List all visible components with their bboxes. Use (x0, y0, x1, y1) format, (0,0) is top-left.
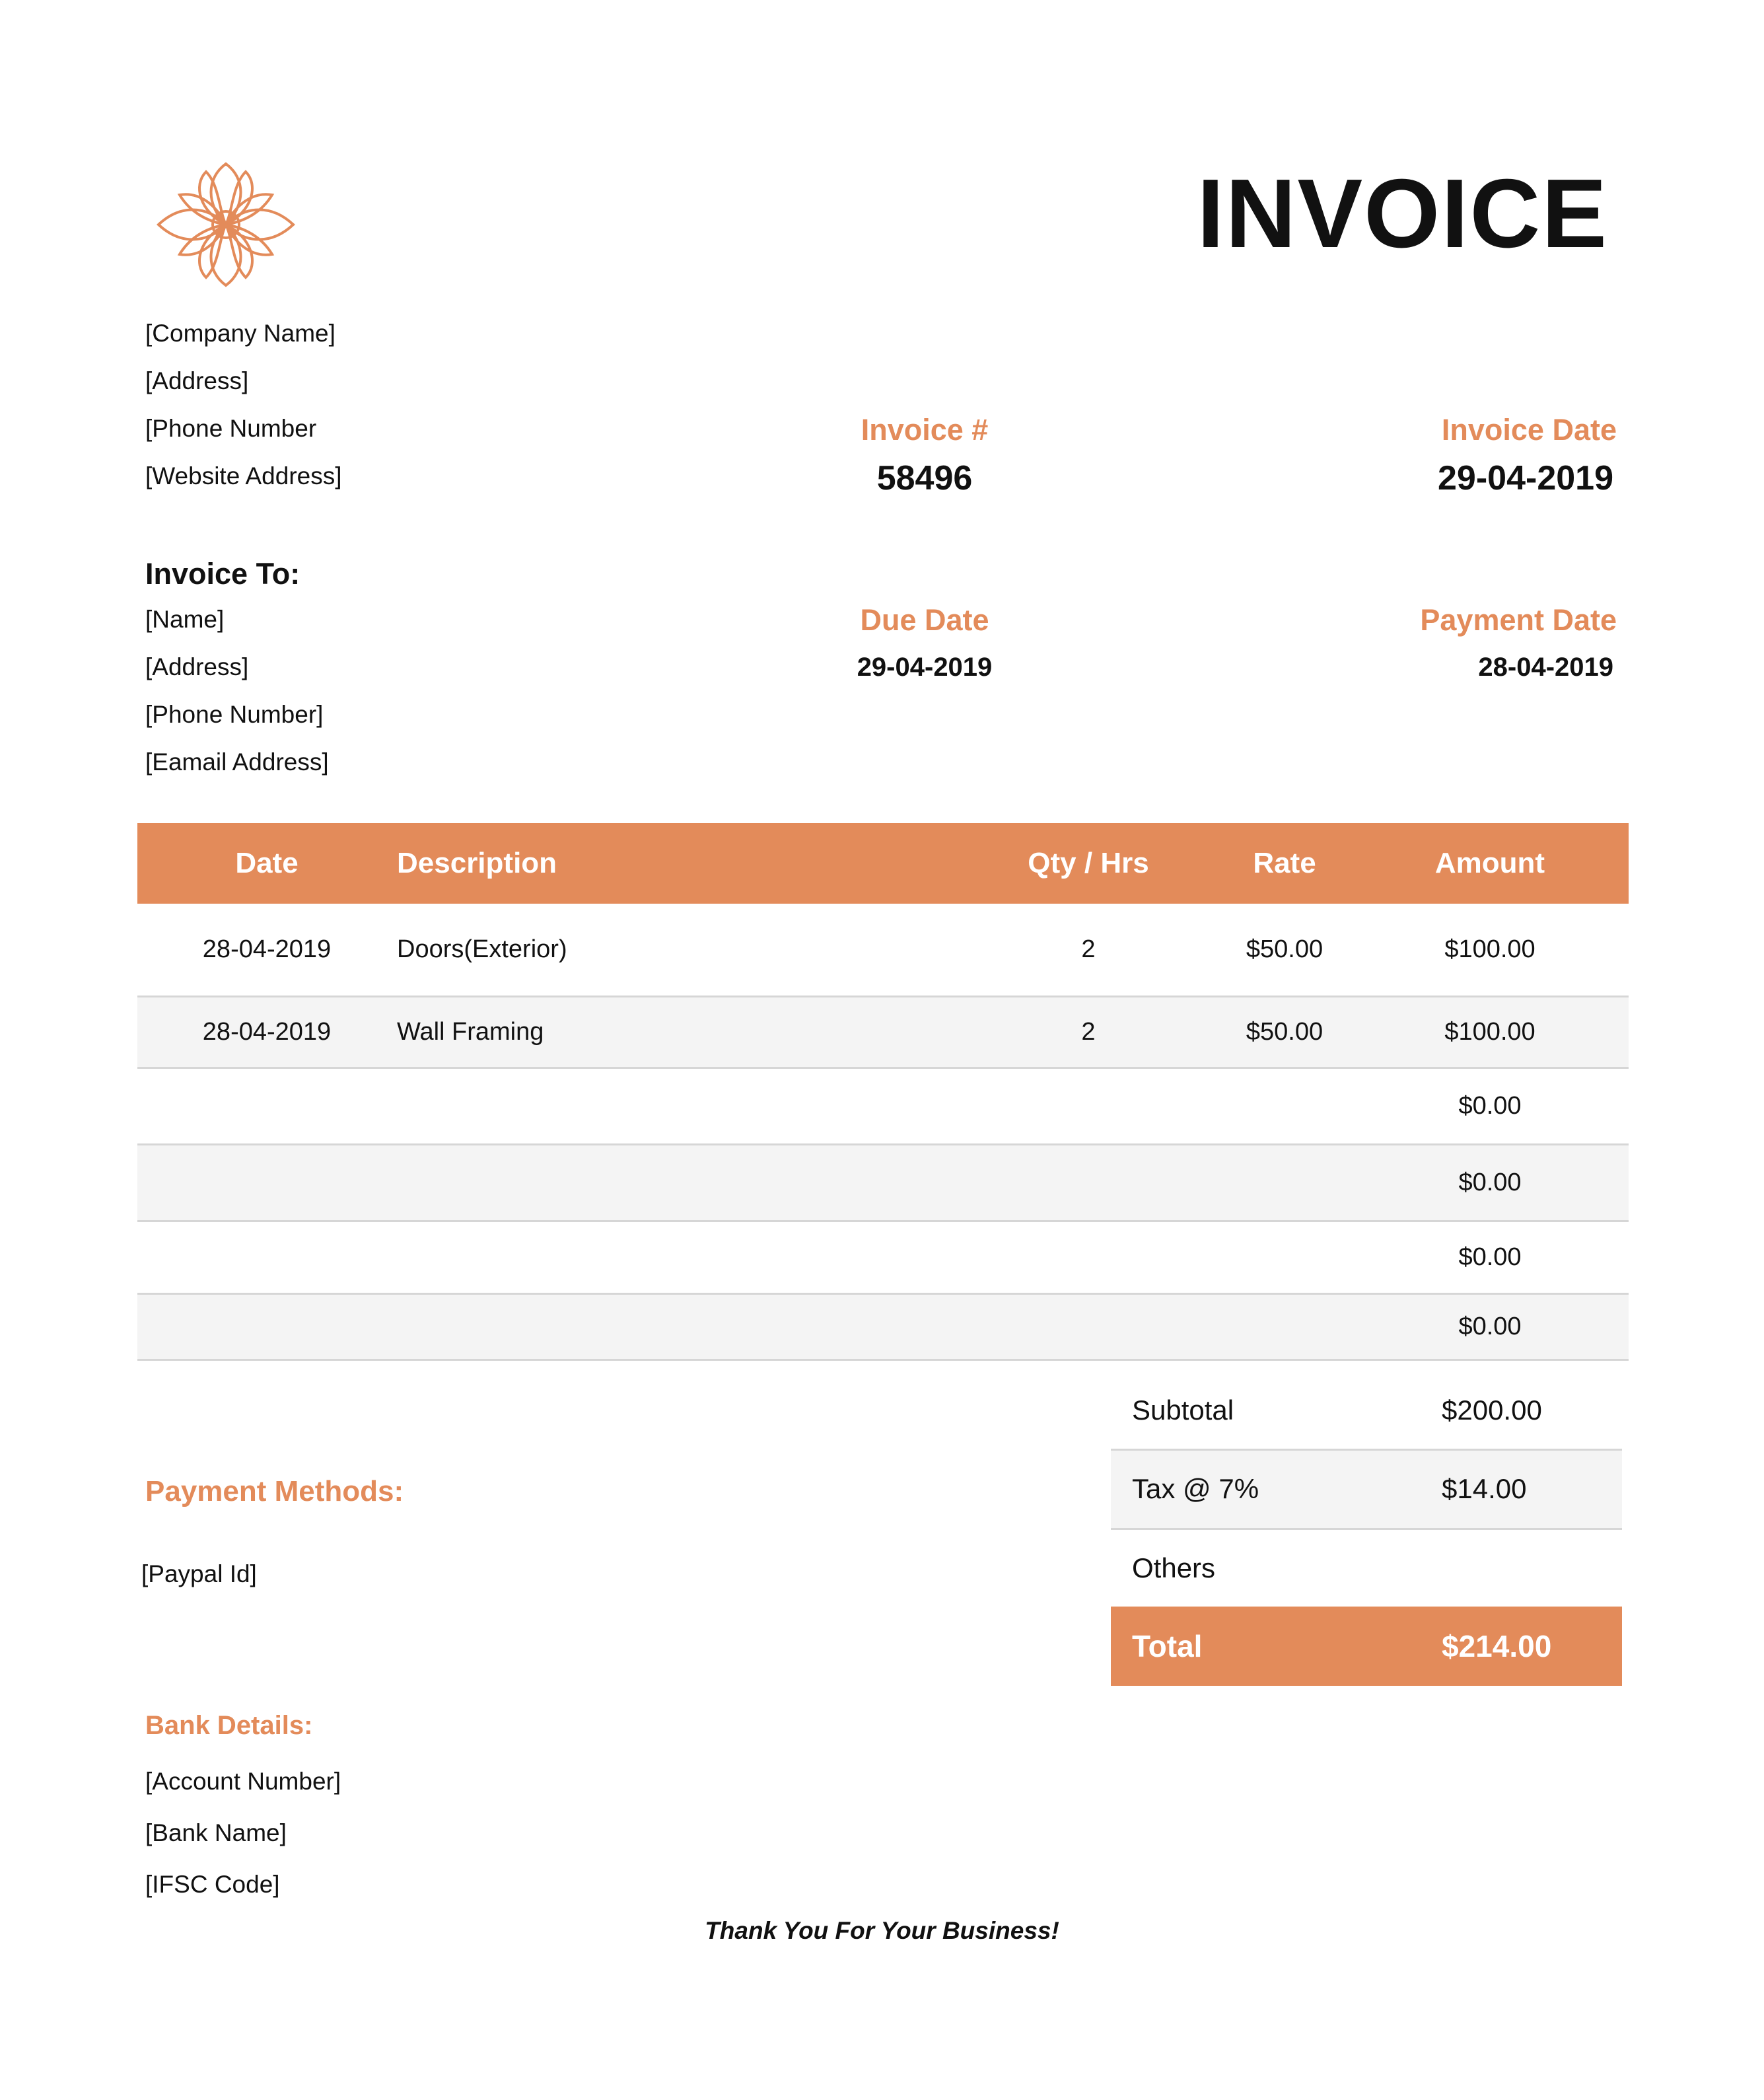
cell-description: Wall Framing (396, 996, 959, 1068)
cell-date (137, 1144, 396, 1221)
cell-description: Doors(Exterior) (396, 904, 959, 996)
invoice-number-label: Invoice # (861, 413, 989, 447)
invoice-date-value: 29-04-2019 (1438, 459, 1613, 497)
table-row (137, 1068, 1629, 1144)
invoice-title: INVOICE (1197, 159, 1608, 268)
invoice-number-value: 58496 (876, 459, 973, 497)
invoice-to-heading: Invoice To: (145, 557, 300, 591)
bill-to-address: [Address] (145, 653, 249, 680)
cell-qty (959, 1068, 1218, 1144)
bank-name: [Bank Name] (145, 1819, 287, 1846)
payment-date-value: 28-04-2019 (1478, 653, 1613, 682)
bill-to-phone: [Phone Number] (145, 701, 324, 728)
cell-qty (959, 1144, 1218, 1221)
cell-qty (959, 1293, 1218, 1359)
table-row (137, 1293, 1629, 1359)
due-date-value: 29-04-2019 (857, 653, 993, 682)
invoice-date-label: Invoice Date (1441, 413, 1617, 447)
cell-qty: 2 (959, 904, 1218, 996)
bank-account-number: [Account Number] (145, 1768, 341, 1795)
company-website: [Website Address] (145, 462, 342, 489)
cell-date: 28-04-2019 (137, 996, 396, 1068)
cell-date (137, 1068, 396, 1144)
subtotal-row (1111, 1373, 1622, 1449)
col-header-date: Date (137, 823, 396, 904)
company-name: [Company Name] (145, 320, 335, 347)
cell-rate (1218, 1068, 1351, 1144)
bank-details-heading: Bank Details: (145, 1711, 313, 1740)
items-header-row (137, 823, 1629, 904)
table-row (137, 1144, 1629, 1221)
col-header-amount: Amount (1351, 823, 1629, 904)
cell-date (137, 1293, 396, 1359)
floral-logo-icon (153, 159, 299, 291)
payment-date-label: Payment Date (1420, 603, 1617, 637)
col-header-description: Description (396, 823, 959, 904)
cell-amount: $0.00 (1351, 1144, 1629, 1221)
col-header-qty: Qty / Hrs (959, 823, 1218, 904)
table-row (137, 904, 1629, 996)
bill-to-email: [Eamail Address] (145, 748, 329, 776)
others-value (1370, 1529, 1622, 1607)
total-label: Total (1111, 1607, 1370, 1686)
cell-rate: $50.00 (1218, 904, 1351, 996)
others-label: Others (1132, 1552, 1216, 1583)
cell-qty: 2 (959, 996, 1218, 1068)
total-row (1111, 1607, 1622, 1686)
thank-you-note: Thank You For Your Business! (705, 1917, 1059, 1944)
cell-description (396, 1221, 959, 1293)
cell-date: 28-04-2019 (137, 904, 396, 996)
totals-table (1111, 1373, 1622, 1686)
cell-date (137, 1221, 396, 1293)
cell-amount: $0.00 (1351, 1293, 1629, 1359)
paypal-id: [Paypal Id] (141, 1560, 257, 1587)
payment-methods-heading: Payment Methods: (145, 1475, 404, 1507)
due-date-label: Due Date (860, 603, 989, 637)
cell-qty (959, 1221, 1218, 1293)
cell-amount: $0.00 (1351, 1068, 1629, 1144)
cell-rate (1218, 1221, 1351, 1293)
subtotal-value: $200.00 (1370, 1373, 1622, 1449)
cell-amount: $100.00 (1351, 996, 1629, 1068)
tax-value: $14.00 (1370, 1449, 1622, 1529)
cell-rate (1218, 1293, 1351, 1359)
cell-description (396, 1144, 959, 1221)
items-table (137, 823, 1629, 1361)
table-row (137, 1221, 1629, 1293)
cell-rate: $50.00 (1218, 996, 1351, 1068)
tax-label: Tax @ 7% (1111, 1449, 1370, 1529)
cell-description (396, 1068, 959, 1144)
subtotal-label: Subtotal (1111, 1373, 1370, 1449)
cell-amount: $0.00 (1351, 1221, 1629, 1293)
bill-to-name: [Name] (145, 606, 225, 633)
total-value: $214.00 (1370, 1607, 1622, 1686)
cell-amount: $100.00 (1351, 904, 1629, 996)
col-header-rate: Rate (1218, 823, 1351, 904)
cell-description (396, 1293, 959, 1359)
bank-ifsc-code: [IFSC Code] (145, 1871, 280, 1898)
cell-rate (1218, 1144, 1351, 1221)
tax-row (1111, 1449, 1622, 1529)
table-row (137, 996, 1629, 1068)
company-address: [Address] (145, 367, 249, 394)
company-phone: [Phone Number (145, 415, 317, 442)
others-row (1111, 1529, 1622, 1607)
